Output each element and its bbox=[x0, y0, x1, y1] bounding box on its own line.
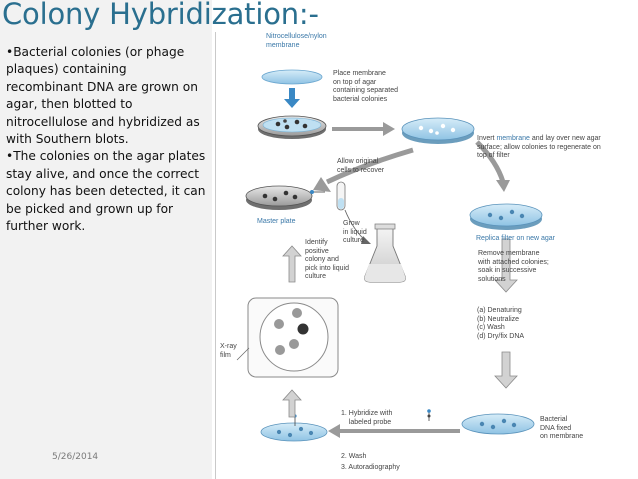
colony-hybridization-diagram bbox=[215, 32, 638, 479]
label-hybridize: 1. Hybridize with labeled probe bbox=[341, 410, 393, 426]
diagram-graphic bbox=[215, 32, 638, 479]
label-master-plate: Master plate bbox=[257, 218, 296, 225]
label-membrane: Nitrocellulose/nylon membrane bbox=[266, 33, 327, 49]
slide-title: Colony Hybridization:- bbox=[2, 0, 319, 31]
bullet-list bbox=[6, 44, 206, 235]
arrow-up-middle-icon bbox=[283, 246, 301, 282]
label-invert-word: membrane bbox=[496, 135, 530, 142]
label-replica: Replica filter on new agar bbox=[476, 235, 555, 242]
slide-date: 5/26/2014 bbox=[52, 452, 99, 462]
xray-film bbox=[237, 298, 338, 377]
inverted-membrane-plate bbox=[402, 118, 474, 144]
arrow-up-lower-icon bbox=[283, 390, 301, 417]
membrane-disc bbox=[262, 70, 322, 84]
replica-filter-plate bbox=[470, 204, 542, 230]
label-autorad: 3. Autoradiography bbox=[341, 464, 400, 471]
arrow-right-icon bbox=[332, 122, 395, 136]
label-identify: Identify positive colony and pick into liquid culture bbox=[305, 239, 349, 281]
bullet-colonies: •Bacterial colonies (or phage plaques) containing recombinant DNA are grown on agar, then blotted to nitrocellulose and hybridized as with Southern blots. bbox=[6, 45, 200, 147]
probe-icon bbox=[427, 409, 431, 421]
label-steps: (a) Denaturing (b) Neutralize (c) Wash (d) Dry/fix DNA bbox=[477, 307, 525, 340]
hybridized-membrane bbox=[261, 414, 327, 441]
label-invert-pre: Invert bbox=[477, 135, 497, 142]
label-invert bbox=[477, 135, 601, 161]
label-grow: Grow in liquid culture bbox=[343, 220, 367, 245]
label-invert-post: and lay over new agar surface; allow colonies to regenerate on top of filter bbox=[477, 135, 601, 160]
bullet-alive: •The colonies on the agar plates stay alive, and once the correct colony has been detected, it can be picked and grown up for further work. bbox=[6, 149, 206, 234]
arrow-down-icon bbox=[284, 88, 300, 108]
test-tube-icon bbox=[337, 182, 345, 210]
label-wash: 2. Wash bbox=[341, 453, 367, 460]
arrow-down-lower-icon bbox=[495, 352, 517, 388]
label-place-membrane: Place membrane on top of agar containing separated bacterial colonies bbox=[333, 70, 398, 103]
label-bacterial-dna: Bacterial DNA fixed on membrane bbox=[540, 416, 584, 441]
plate-with-membrane bbox=[258, 116, 326, 139]
label-remove: Remove membrane with attached colonies; soak in successive solutions bbox=[478, 250, 549, 283]
label-allow-recover: Allow original cells to recover bbox=[337, 158, 385, 174]
label-xray: X-ray film bbox=[220, 343, 237, 359]
flask-icon bbox=[365, 224, 406, 282]
master-plate bbox=[246, 186, 312, 210]
dna-membrane bbox=[462, 414, 534, 434]
